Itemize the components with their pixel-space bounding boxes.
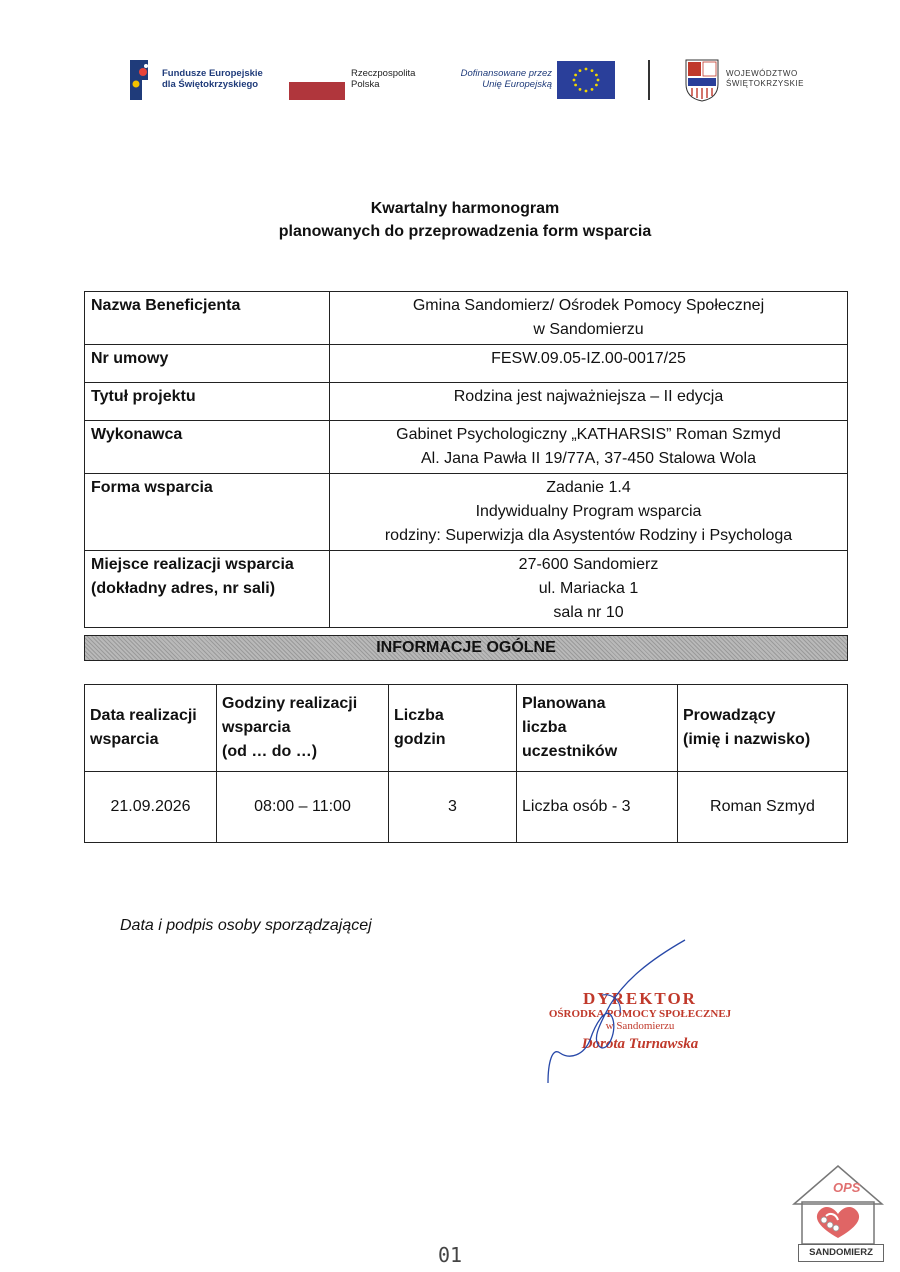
section-banner: INFORMACJE OGÓLNE xyxy=(84,635,848,661)
table-row xyxy=(85,383,848,421)
row-label: Miejsce realizacji wsparcia (dokładny adres, nr sali) xyxy=(85,551,330,628)
signature-label: Data i podpis osoby sporządzającej xyxy=(120,917,372,934)
table-row xyxy=(85,772,848,843)
table-row xyxy=(85,421,848,474)
row-value: 27-600 Sandomierz ul. Mariacka 1 sala nr 10 xyxy=(330,551,848,628)
table-row xyxy=(85,551,848,628)
director-stamp: DYREKTOR OŚRODKA POMOCY SPOŁECZNEJ w Sandomierzu Dorota Turnawska xyxy=(548,989,732,1052)
ops-logo-text: OPS xyxy=(833,1180,861,1195)
column-header-participants: Planowana liczba uczestników xyxy=(517,685,678,772)
column-header-date: Data realizacji wsparcia xyxy=(85,685,217,772)
column-header-leader: Prowadzący (imię i nazwisko) xyxy=(678,685,848,772)
page-number: 01 xyxy=(437,1243,463,1267)
title-line-2: planowanych do przeprowadzenia form wsparcia xyxy=(278,223,652,240)
table-row xyxy=(85,292,848,345)
row-value: Gabinet Psychologiczny „KATHARSIS” Roman Szmyd Al. Jana Pawła II 19/77A, 37-450 Stalowa Wola xyxy=(330,421,848,474)
cell-hours: 08:00 – 11:00 xyxy=(217,772,389,843)
column-header-hour-count: Liczba godzin xyxy=(389,685,517,772)
row-value: Zadanie 1.4 Indywidualny Program wsparcia rodziny: Superwizja dla Asystentów Rodziny i Psychologa xyxy=(330,474,848,551)
eu-flag-icon xyxy=(557,61,615,99)
document-title xyxy=(0,197,900,243)
polish-flag-red xyxy=(289,82,345,100)
logo-divider xyxy=(648,60,650,100)
table-row xyxy=(85,345,848,383)
cell-hour-count: 3 xyxy=(389,772,517,843)
row-label: Nazwa Beneficjenta xyxy=(85,292,330,345)
handwritten-signature xyxy=(540,935,700,1090)
row-value: Gmina Sandomierz/ Ośrodek Pomocy Społecznej w Sandomierzu xyxy=(330,292,848,345)
wojewodztwo-text: WOJEWÓDZTWO ŚWIĘTOKRZYSKIE xyxy=(726,69,804,88)
table-row xyxy=(85,474,848,551)
eu-funding-text: Dofinansowane przez Unię Europejską xyxy=(460,68,552,90)
logo-bar xyxy=(0,52,900,108)
row-value: Rodzina jest najważniejsza – II edycja xyxy=(330,383,848,421)
cell-leader: Roman Szmyd xyxy=(678,772,848,843)
table-header-row xyxy=(85,685,848,772)
row-label: Wykonawca xyxy=(85,421,330,474)
row-label: Nr umowy xyxy=(85,345,330,383)
fundusze-europejskie-logo xyxy=(126,56,156,104)
ops-logo-caption: SANDOMIERZ xyxy=(798,1244,884,1262)
column-header-hours: Godziny realizacji wsparcia (od … do …) xyxy=(217,685,389,772)
row-value: FESW.09.05-IZ.00-0017/25 xyxy=(330,345,848,383)
title-line-1: Kwartalny harmonogram xyxy=(370,200,560,217)
project-info-table xyxy=(84,291,848,628)
row-label: Forma wsparcia xyxy=(85,474,330,551)
rzeczpospolita-text: Rzeczpospolita Polska xyxy=(351,68,416,90)
cell-participants: Liczba osób - 3 xyxy=(517,772,678,843)
row-label: Tytuł projektu xyxy=(85,383,330,421)
coat-of-arms-icon xyxy=(684,58,720,102)
fundusze-europejskie-text: Fundusze Europejskie dla Świętokrzyskiego xyxy=(162,68,263,90)
cell-date: 21.09.2026 xyxy=(85,772,217,843)
polish-flag-white xyxy=(289,64,345,82)
schedule-table xyxy=(84,684,848,843)
